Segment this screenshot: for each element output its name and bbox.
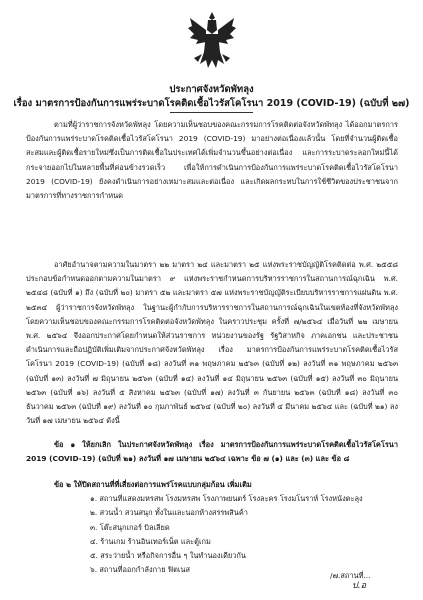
list-item: ๑. สถานที่แสดงมหรสพ โรงมหรสพ โรงภาพยนตร์ โรงละคร โรงมโนราห์ โรงหนังตะลุง [90, 494, 363, 504]
paragraph-clause-2 [26, 478, 398, 577]
paragraph-text: ตามที่ผู้ว่าราชการจังหวัดพัทลุง โดยความเห็นชอบของคณะกรรมการโรคติดต่อจังหวัดพัทลุง ได้ออกมาตรการป้องกันการแพร่ระบาดโรคติดเชื้อไวรัสโคโรนา 2019 (COVID-19) มาอย่างต่อเนื่องแล้วนั้น โดยที่จำนวนผู้ติดเชื้อสะสมและผู้ติดเชื้อรายใหม่ซึ่งเป็นการติดเชื้อในประเทศได้เพิ่มจำนวนขึ้นอย่างต่อเนื่อง และการระบาดระลอกใหม่นี้ได้กระจายออกไปในหลายพื้นที่ค่อนข้างรวดเร็ว เพื่อให้การดำเนินการป้องกันการแพร่ระบาดโรคติดเชื้อไวรัสโคโรนา 2019 (COVID-19) ยังคงดำเนินการอย่างเหมาะสมและต่อเนื่อง และเกิดผลกระทบในการใช้ชีวิตของประชาชนจากมาตรการที่ทางราชการกำหนด [26, 120, 398, 201]
list-item: ๓. โต๊ะสนุกเกอร์ บิลเลียด [90, 522, 170, 532]
document-title: ประกาศจังหวัดพัทลุง [169, 84, 254, 95]
paragraph-clause-1 [26, 438, 398, 466]
continued-note: /๗.สถานที่... [330, 571, 371, 580]
paragraph-preamble [26, 118, 398, 203]
paragraph-text: อาศัยอำนาจตามความในมาตรา ๒๒ มาตรา ๒๔ และมาตรา ๒๕ แห่งพระราชบัญญัติโรคติดต่อ พ.ศ. ๒๕๕๘ ประกอบข้อกำหนดออกตามความในมาตรา ๙ แห่งพระราชกำหนดการบริหารราชการในสถานการณ์ฉุกเฉิน พ.ศ. ๒๕๔๘ (ฉบับที่ ๑) ถึง (ฉบับที่ ๒๐) มาตรา ๕๒ และมาตรา ๕๗ แห่งพระราชบัญญัติระเบียบบริหารราชการแผ่นดิน พ.ศ. ๒๕๓๔ ผู้ว่าราชการจังหวัดพัทลุง ในฐานะผู้กำกับการบริหารราชการในสถานการณ์ฉุกเฉินในเขตท้องที่จังหวัดพัทลุง โดยความเห็นชอบของคณะกรรมการโรคติดต่อจังหวัดพัทลุง ในคราวประชุม ครั้งที่ ๗/๒๕๖๔ เมื่อวันที่ ๒๒ เมษายน พ.ศ. ๒๕๖๔ จึงออกประกาศโดยกำหนดให้ส่วนราชการ หน่วยงานของรัฐ รัฐวิสาหกิจ ภาคเอกชน และประชาชน ดำเนินการและถือปฏิบัติเพิ่มเติมจากประกาศจังหวัดพัทลุง เรื่อง มาตรการป้องกันการแพร่ระบาดโรคติดเชื้อไวรัสโคโรนา 2019 (COVID-19) (ฉบับที่ ๑๘) ลงวันที่ ๓๑ พฤษภาคม ๒๕๖๓ (ฉบับที่ ๑๒) ลงวันที่ ๓๑ พฤษภาคม ๒๕๖๓ (ฉบับที่ ๑๓) ลงวันที่ ๗ มิถุนายน ๒๕๖๓ (ฉบับที่ ๑๔) ลงวันที่ ๑๔ มิถุนายน ๒๕๖๓ (ฉบับที่ ๑๕) ลงวันที่ ๓๐ มิถุนายน ๒๕๖๓ (ฉบับที่ ๑๖) ลงวันที่ ๕ สิงหาคม ๒๕๖๓ (ฉบับที่ ๑๗) ลงวันที่ ๓ กันยายน ๒๕๖๓ (ฉบับที่ ๑๘) ลงวันที่ ๓๐ ธันวาคม ๒๕๖๓ (ฉบับที่ ๑๙) ลงวันที่ ๑๐ กุมภาพันธ์ ๒๕๖๔ (ฉบับที่ ๒๐) ลงวันที่ ๔ มีนาคม ๒๕๖๔ และ (ฉบับที่ ๒๑) ลงวันที่ ๑๗ เมษายน ๒๕๖๔ ดังนี้ [26, 260, 398, 426]
closure-list [26, 492, 398, 577]
list-item: ๔. ร้านเกม ร้านอินเทอร์เน็ต และตู้เกม [90, 536, 211, 546]
clause-title: ข้อ ๒ ให้ปิดสถานที่ที่เสี่ยงต่อการแพร่โรคแบบกลุ่มก้อน เพิ่มเติม [54, 480, 252, 489]
list-item: ๒. สวนน้ำ สวนสนุก ทั้งในและนอกห้างสรรพสินค้า [90, 508, 248, 518]
title-divider [170, 112, 253, 113]
list-item: ๕. สระว่ายน้ำ หรือกิจการอื่น ๆ ในทำนองเดียวกัน [90, 551, 246, 561]
paragraph-authority [26, 258, 398, 428]
garuda-emblem-icon [186, 10, 238, 72]
document-subject: เรื่อง มาตรการป้องกันการแพร่ระบาดโรคติดเชื้อไวรัสโคโรนา 2019 (COVID-19) (ฉบับที่ ๒๗) [13, 98, 410, 109]
paragraph-text: ข้อ ๑ ให้ยกเลิก ในประกาศจังหวัดพัทลุง เรื่อง มาตรการป้องกันการแพร่ระบาดโรคติดเชื้อไวรัสโคโรนา 2019 (COVID-19) (ฉบับที่ ๒๑) ลงวันที่ ๑๗ เมษายน ๒๕๖๔ เฉพาะ ข้อ ๗ (๑) และ (๓) และ ข้อ ๘ [26, 440, 398, 464]
list-item: ๖. สถานที่ออกกำลังกาย ฟิตเนส [90, 565, 190, 575]
initials-signature: ป.อ [352, 581, 366, 591]
